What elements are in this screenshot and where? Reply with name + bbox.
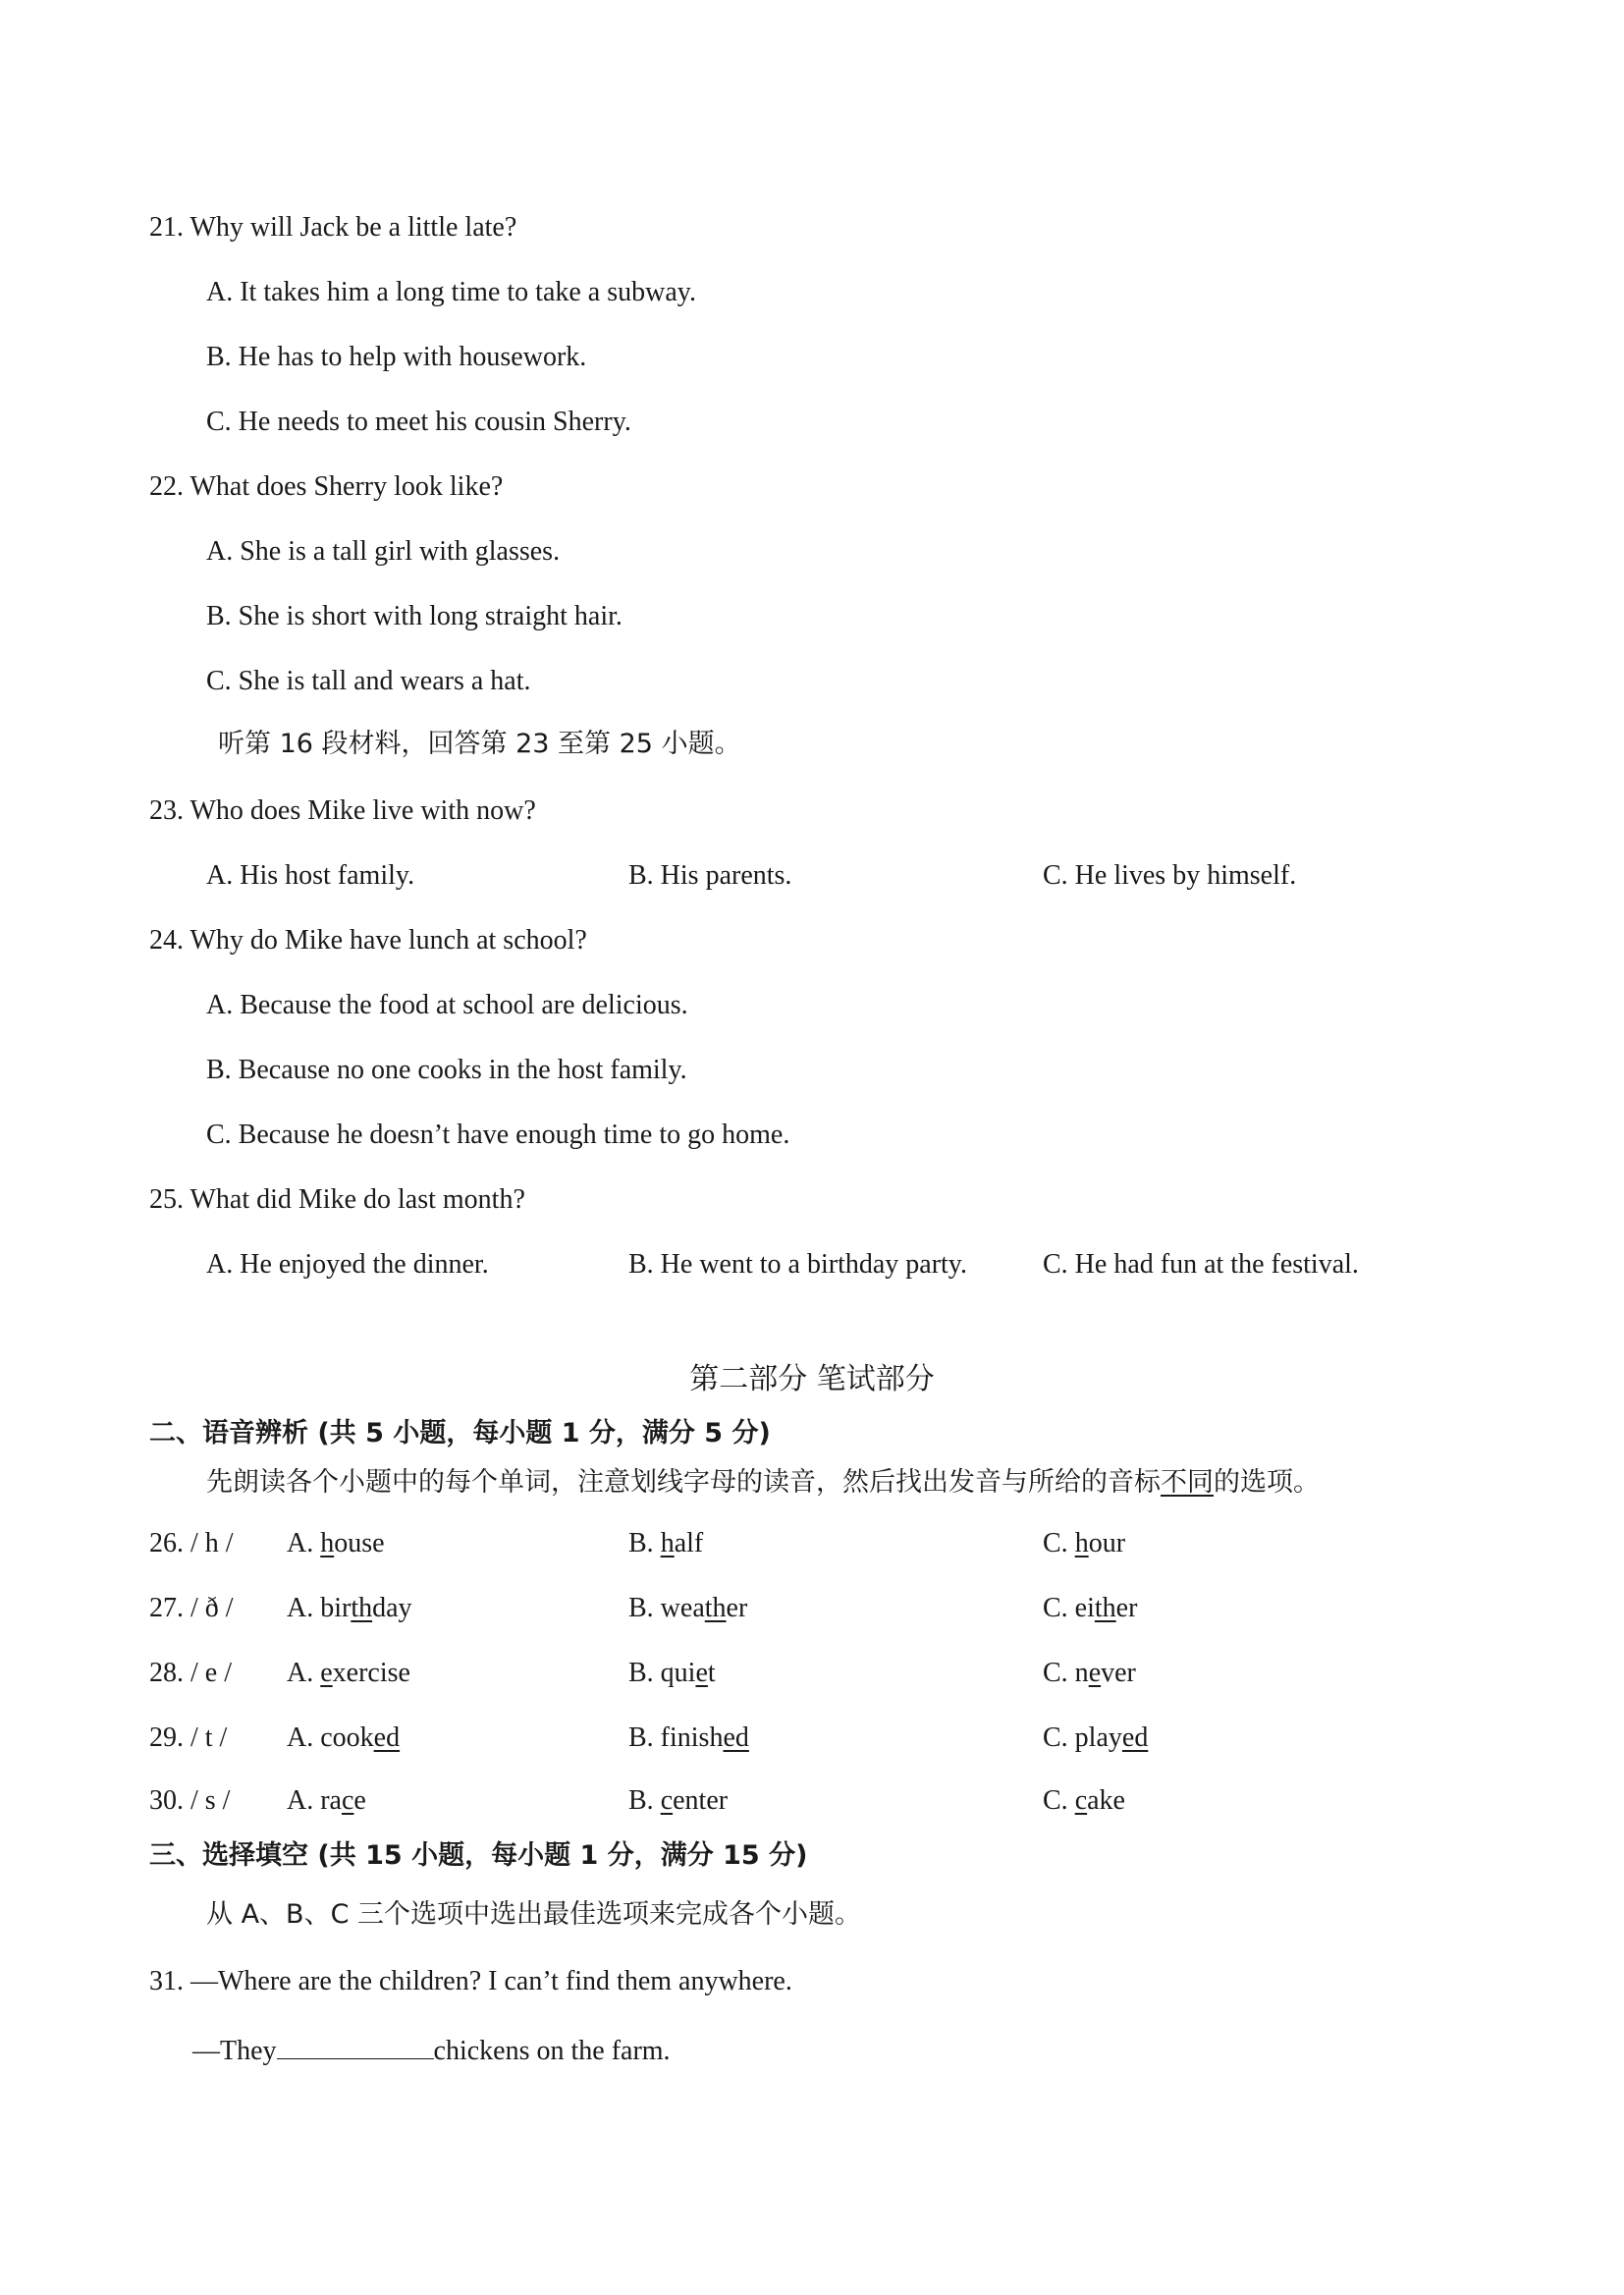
word-29b: B. finished (628, 1722, 749, 1753)
word-29a: A. cooked (287, 1722, 401, 1753)
word-29c: C. played (1043, 1722, 1149, 1753)
word-30b: B. center (628, 1785, 729, 1816)
phonetic-30: 30. / s / (149, 1785, 231, 1816)
phonetic-27: 27. / ð / (149, 1593, 234, 1623)
word-27a: A. birthday (287, 1593, 412, 1623)
word-26c: C. hour (1043, 1528, 1126, 1558)
option-21a: A. It takes him a long time to take a subway. (206, 277, 696, 307)
instruction-text-post: 的选项。 (1214, 1467, 1320, 1498)
phonetic-29: 29. / t / (149, 1722, 228, 1753)
word-26b: B. half (628, 1528, 704, 1558)
option-25a: A. He enjoyed the dinner. (206, 1249, 489, 1280)
option-25b: B. He went to a birthday party. (628, 1249, 967, 1280)
instruction-text-pre: 先朗读各个小题中的每个单词，注意划线字母的读音，然后找出发音与所给的音标 (206, 1467, 1161, 1498)
question-23: 23. Who does Mike live with now? (149, 795, 536, 826)
option-24c: C. Because he doesn’t have enough time to go home. (206, 1120, 790, 1150)
option-23c: C. He lives by himself. (1043, 860, 1297, 891)
question-31: 31. —Where are the children? I can’t find them anywhere. (149, 1966, 792, 1996)
instruction-material-16: 听第 16 段材料，回答第 23 至第 25 小题。 (218, 729, 741, 759)
section2-instruction (206, 1469, 1320, 1496)
section2-title: 二、语音辨析 (共 5 小题，每小题 1 分，满分 5 分) (149, 1418, 771, 1448)
question-24: 24. Why do Mike have lunch at school? (149, 925, 587, 956)
phonetic-26: 26. / h / (149, 1528, 234, 1558)
option-23a: A. His host family. (206, 860, 415, 891)
question-25: 25. What did Mike do last month? (149, 1184, 525, 1215)
option-24b: B. Because no one cooks in the host family. (206, 1055, 687, 1085)
question-21: 21. Why will Jack be a little late? (149, 212, 517, 243)
word-30a: A. race (287, 1785, 366, 1816)
reply-text-post: chickens on the farm. (433, 2036, 671, 2066)
word-28c: C. never (1043, 1658, 1136, 1688)
word-28b: B. quiet (628, 1658, 716, 1688)
question-31-reply (192, 2033, 671, 2065)
section3-instruction: 从 A、B、C 三个选项中选出最佳选项来完成各个小题。 (206, 1899, 862, 1930)
part2-heading: 第二部分 笔试部分 (689, 1362, 935, 1396)
word-26a: A. house (287, 1528, 385, 1558)
word-27b: B. weather (628, 1593, 748, 1623)
option-21b: B. He has to help with housework. (206, 342, 587, 372)
question-22: 22. What does Sherry look like? (149, 471, 504, 502)
section3-title: 三、选择填空 (共 15 小题，每小题 1 分，满分 15 分) (149, 1840, 808, 1871)
option-23b: B. His parents. (628, 860, 792, 891)
option-22a: A. She is a tall girl with glasses. (206, 536, 561, 567)
option-25c: C. He had fun at the festival. (1043, 1249, 1359, 1280)
option-24a: A. Because the food at school are delicious. (206, 990, 688, 1020)
option-22b: B. She is short with long straight hair. (206, 601, 623, 631)
word-28a: A. exercise (287, 1658, 410, 1688)
reply-text-pre: —They (192, 2036, 277, 2066)
option-22c: C. She is tall and wears a hat. (206, 666, 531, 696)
word-27c: C. either (1043, 1593, 1138, 1623)
answer-blank[interactable] (277, 2033, 434, 2059)
instruction-emphasis: 不同 (1161, 1467, 1214, 1498)
phonetic-28: 28. / e / (149, 1658, 232, 1688)
word-30c: C. cake (1043, 1785, 1125, 1816)
option-21c: C. He needs to meet his cousin Sherry. (206, 407, 631, 437)
